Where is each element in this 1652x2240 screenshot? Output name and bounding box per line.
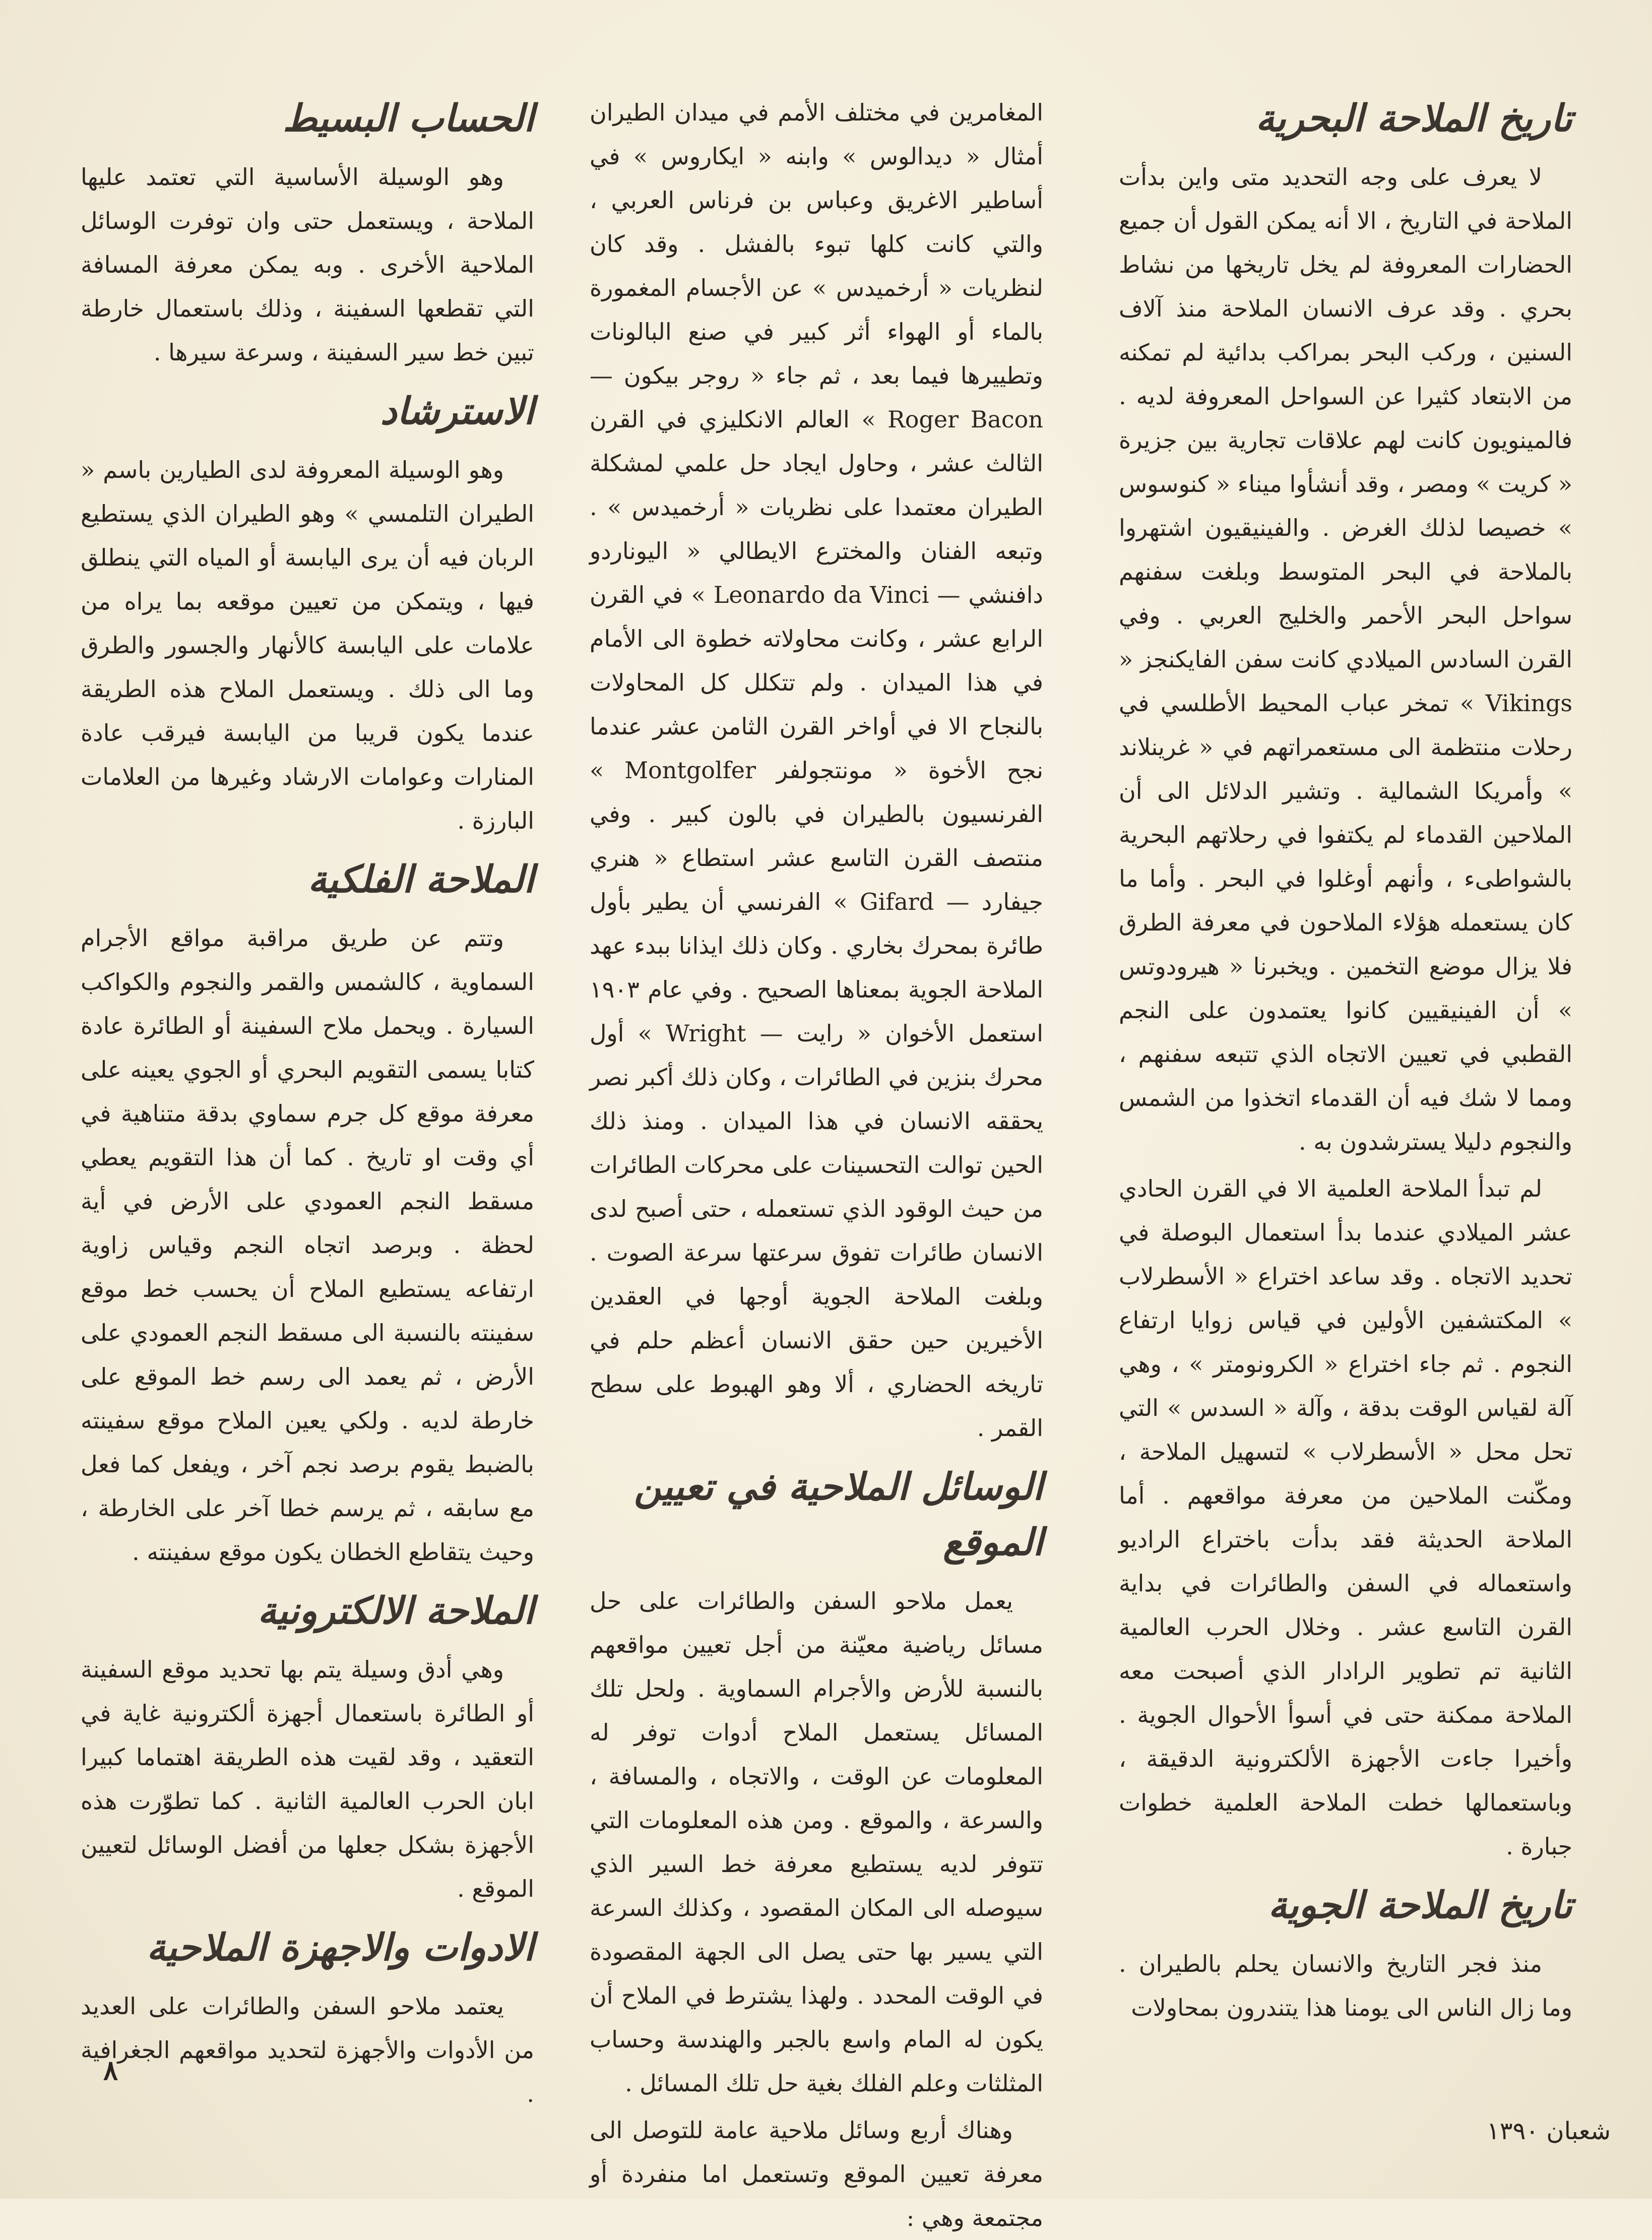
paragraph: لم تبدأ الملاحة العلمية الا في القرن الحادي عشر الميلادي عندما بدأ استعمال البوصلة في تحديد الاتجاه . وقد ساعد اختراع « الأسطرلاب » المكتشفين الأولين في قياس زوايا ارتفاع النجوم . ثم جاء اختراع « الكرونومتر » ، وهي آلة لقياس الوقت بدقة ، وآلة « السدس » التي تحل محل « الأسطرلاب » لتسهيل الملاحة ، ومكّنت الملاحين من معرفة مواقعهم . أما الملاحة الحديثة فقد بدأت باختراع الراديو واستعماله في السفن والطائرات في بداية القرن التاسع عشر . وخلال الحرب العالمية الثانية تم تطوير الرادار الذي أصبحت معه الملاحة ممكنة حتى في أسوأ الأحوال الجوية . وأخيرا جاءت الأجهزة الألكترونية الدقيقة ، وباستعمالها خطت الملاحة العلمية خطوات جبارة . bbox=[1119, 1175, 1572, 1860]
article-column-right bbox=[1119, 91, 1572, 2057]
paragraph: وهي أدق وسيلة يتم بها تحديد موقع السفينة أو الطائرة باستعمال أجهزة ألكترونية غاية في التعقيد ، وقد لقيت هذه الطريقة اهتماما كبيرا ابان الحرب العالمية الثانية . كما تطوّرت هذه الأجهزة بشكل جعلها من أفضل الوسائل لتعيين الموقع . bbox=[81, 1656, 534, 1902]
section-heading: الاسترشاد bbox=[380, 390, 534, 433]
issue-date: شعبان ١٣٩٠ bbox=[1487, 2117, 1611, 2145]
paragraph: وهو الوسيلة الأساسية التي تعتمد عليها الملاحة ، ويستعمل حتى وان توفرت الوسائل الملاحية الأخرى . وبه يمكن معرفة المسافة التي تقطعها السفينة ، وذلك باستعمال خارطة تبين خط سير السفينة ، وسرعة سيرها . bbox=[81, 163, 534, 366]
paragraph: المغامرين في مختلف الأمم في ميدان الطيران أمثال « ديدالوس » وابنه « ايكاروس » في أساطير الاغريق وعباس بن فرناس العربي ، والتي كانت كلها تبوء بالفشل . وقد كان لنظريات « أرخميدس » عن الأجسام المغمورة بالماء أو الهواء أثر كبير في صنع البالونات وتطييرها فيما بعد ، ثم جاء « روجر بيكون — Roger Bacon » العالم الانكليزي في القرن الثالث عشر ، وحاول ايجاد حل علمي لمشكلة الطيران معتمدا على نظريات « أرخميدس » . وتبعه الفنان والمخترع الايطالي « اليوناردو دافنشي — Leonardo da Vinci » في القرن الرابع عشر ، وكانت محاولاته خطوة الى الأمام في هذا الميدان . ولم تتكلل كل المحاولات بالنجاح الا في أواخر القرن الثامن عشر عندما نجح الأخوة « مونتجولفر Montgolfer » الفرنسيون بالطيران في بالون كبير . وفي منتصف القرن التاسع عشر استطاع « هنري جيفارد — Gifard » الفرنسي أن يطير بأول طائرة بمحرك بخاري . وكان ذلك ايذانا ببدء عهد الملاحة الجوية بمعناها الصحيح . وفي عام ١٩٠٣ استعمل الأخوان « رايت — Wright » أول محرك بنزين في الطائرات ، وكان ذلك أكبر نصر يحققه الانسان في هذا الميدان . ومنذ ذلك الحين توالت التحسينات على محركات الطائرات من حيث الوقود الذي تستعمله ، حتى أصبح لدى الانسان طائرات تفوق سرعتها سرعة الصوت . وبلغت الملاحة الجوية أوجها في العقدين الأخيرين حين حقق الانسان أعظم حلم في تاريخه الحضاري ، ألا وهو الهبوط على سطح القمر . bbox=[590, 99, 1043, 1442]
section-heading: تاريخ الملاحة الجوية bbox=[1268, 1884, 1572, 1927]
paragraph: يعمل ملاحو السفن والطائرات على حل مسائل رياضية معيّنة من أجل تعيين مواقعهم بالنسبة للأرض والأجرام السماوية . ولحل تلك المسائل يستعمل الملاح أدوات توفر له المعلومات عن الوقت ، والاتجاه ، والمسافة ، والسرعة ، والموقع . ومن هذه المعلومات التي تتوفر لديه يستطيع معرفة خط السير الذي سيوصله الى المكان المقصود ، وكذلك السرعة التي يسير بها حتى يصل الى الجهة المقصودة في الوقت المحدد . ولهذا يشترط في الملاح أن يكون له المام واسع بالجبر والهندسة وحساب المثلثات وعلم الفلك بغية حل تلك المسائل . bbox=[590, 1587, 1043, 2097]
paragraph: وهناك أربع وسائل ملاحية عامة للتوصل الى معرفة تعيين الموقع وتستعمل اما منفردة أو مجتمعة وهي : bbox=[590, 2117, 1043, 2231]
paragraph: لا يعرف على وجه التحديد متى واين بدأت الملاحة في التاريخ ، الا أنه يمكن القول أن جميع الحضارات المعروفة لم يخل تاريخها من نشاط بحري . وقد عرف الانسان الملاحة منذ آلاف السنين ، وركب البحر بمراكب بدائية لم تمكنه من الابتعاد كثيرا عن السواحل المعروفة لديه . فالمينويون كانت لهم علاقات تجارية بين جزيرة « كريت » ومصر ، وقد أنشأوا ميناء « كنوسوس » خصيصا لذلك الغرض . والفينيقيون اشتهروا بالملاحة في البحر المتوسط وبلغت سفنهم سواحل البحر الأحمر والخليج العربي . وفي القرن السادس الميلادي كانت سفن الفايكنجز « Vikings » تمخر عباب المحيط الأطلسي في رحلات منتظمة الى مستعمراتهم في « غرينلاند » وأمريكا الشمالية . وتشير الدلائل الى أن الملاحين القدماء لم يكتفوا في رحلاتهم البحرية بالشواطىء ، وأنهم أوغلوا في البحر . وأما ما كان يستعمله هؤلاء الملاحون في معرفة الطرق فلا يزال موضع التخمين . ويخبرنا « هيرودوتس » أن الفينيقيين كانوا يعتمدون على النجم القطبي في تعيين الاتجاه الذي تتبعه سفنهم ، ومما لا شك فيه أن القدماء اتخذوا من الشمس والنجوم دليلا يسترشدون به . bbox=[1119, 163, 1572, 1155]
paragraph: منذ فجر التاريخ والانسان يحلم بالطيران . وما زال الناس الى يومنا هذا يتندرون بمحاولات bbox=[1119, 1950, 1572, 2021]
article-column-left bbox=[81, 91, 535, 2107]
section-heading: الادوات والاجهزة الملاحية bbox=[147, 1926, 534, 1969]
section-heading: الوسائل الملاحية في تعيين الموقع bbox=[634, 1465, 1043, 1564]
section-heading: الحساب البسيط bbox=[283, 97, 534, 140]
page-number: ٨ bbox=[103, 2054, 118, 2086]
section-heading: تاريخ الملاحة البحرية bbox=[1255, 97, 1572, 140]
section-heading: الملاحة الالكترونية bbox=[258, 1589, 534, 1633]
paragraph: يعتمد ملاحو السفن والطائرات على العديد من الأدوات والأجهزة لتحديد مواقعهم الجغرافية . bbox=[81, 1993, 534, 2107]
paragraph: وتتم عن طريق مراقبة مواقع الأجرام السماوية ، كالشمس والقمر والنجوم والكواكب السيارة . ويحمل ملاح السفينة أو الطائرة عادة كتابا يسمى التقويم البحري أو الجوي يعينه على معرفة موقع كل جرم سماوي بدقة متناهية في أي وقت او تاريخ . كما أن هذا التقويم يعطي مسقط النجم العمودي على الأرض في أية لحظة . وبرصد اتجاه النجم وقياس زاوية ارتفاعه يستطيع الملاح أن يحسب خط موقع سفينته بالنسبة الى مسقط النجم العمودي على الأرض ، ثم يعمد الى رسم خط الموقع على خارطة لديه . ولكي يعين الملاح موقع سفينته بالضبط يقوم برصد نجم آخر ، ويفعل كما فعل مع سابقه ، ثم يرسم خطا آخر على الخارطة ، وحيث يتقاطع الخطان يكون موقع سفينته . bbox=[81, 924, 535, 1566]
section-heading: الملاحة الفلكية bbox=[307, 858, 534, 901]
article-column-middle bbox=[590, 91, 1043, 2231]
paragraph: وهو الوسيلة المعروفة لدى الطيارين باسم « الطيران التلمسي » وهو الطيران الذي يستطيع الربان فيه أن يرى اليابسة أو المياه التي ينطلق فيها ، ويتمكن من تعيين موقعه بما يراه من علامات على اليابسة كالأنهار والجسور والطرق وما الى ذلك . ويستعمل الملاح هذه الطريقة عندما يكون قريبا من اليابسة فيرقب عادة المنارات وعوامات الارشاد وغيرها من العلامات البارزة . bbox=[81, 456, 534, 834]
